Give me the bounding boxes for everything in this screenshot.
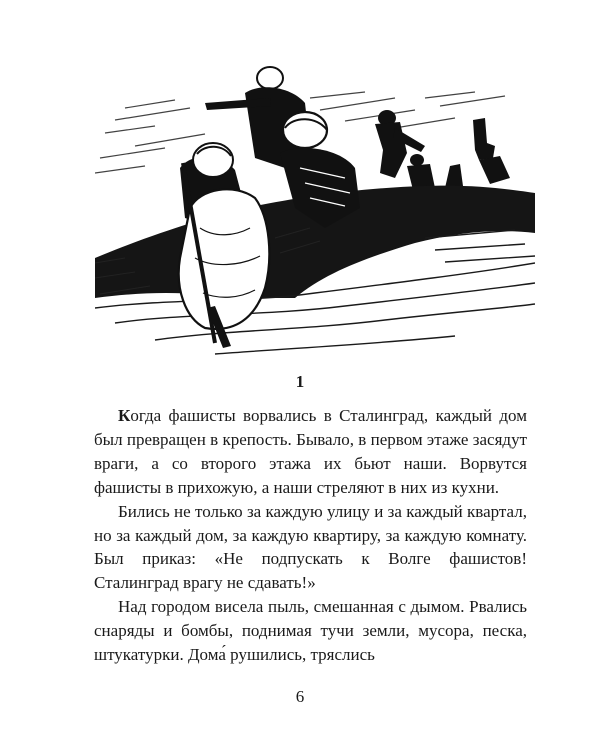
paragraph-text: огда фашисты ворвались в Сталинград, каждый дом был превращен в крепость. Бывало, в первом этаже засядут враги, а со второго этажа их бьют наши. Ворвутся фашисты в прихожую, а наши стреляют в них из кухни. [94,406,527,497]
chapter-number: 1 [295,372,305,391]
paragraph: Бились не только за каждую улицу и за каждый квартал, но за каждый дом, за каждую квартиру, за каждую комнату. Был приказ: «Не подпускать к Волге фашистов! Сталинград врагу не сдавать!» [94,501,527,593]
paragraph-initial-letter: К [118,406,131,425]
page-number: 6 [295,687,305,706]
paragraph: Над городом висела пыль, смешанная с дымом. Рвались снаряды и бомбы, поднимая тучи земли, мусора, песка, штукатурки. Дома́ рушились, тряслись [94,597,527,665]
body-text [94,404,527,667]
war-scene-illustration-icon [95,58,535,363]
paragraph [94,404,527,500]
